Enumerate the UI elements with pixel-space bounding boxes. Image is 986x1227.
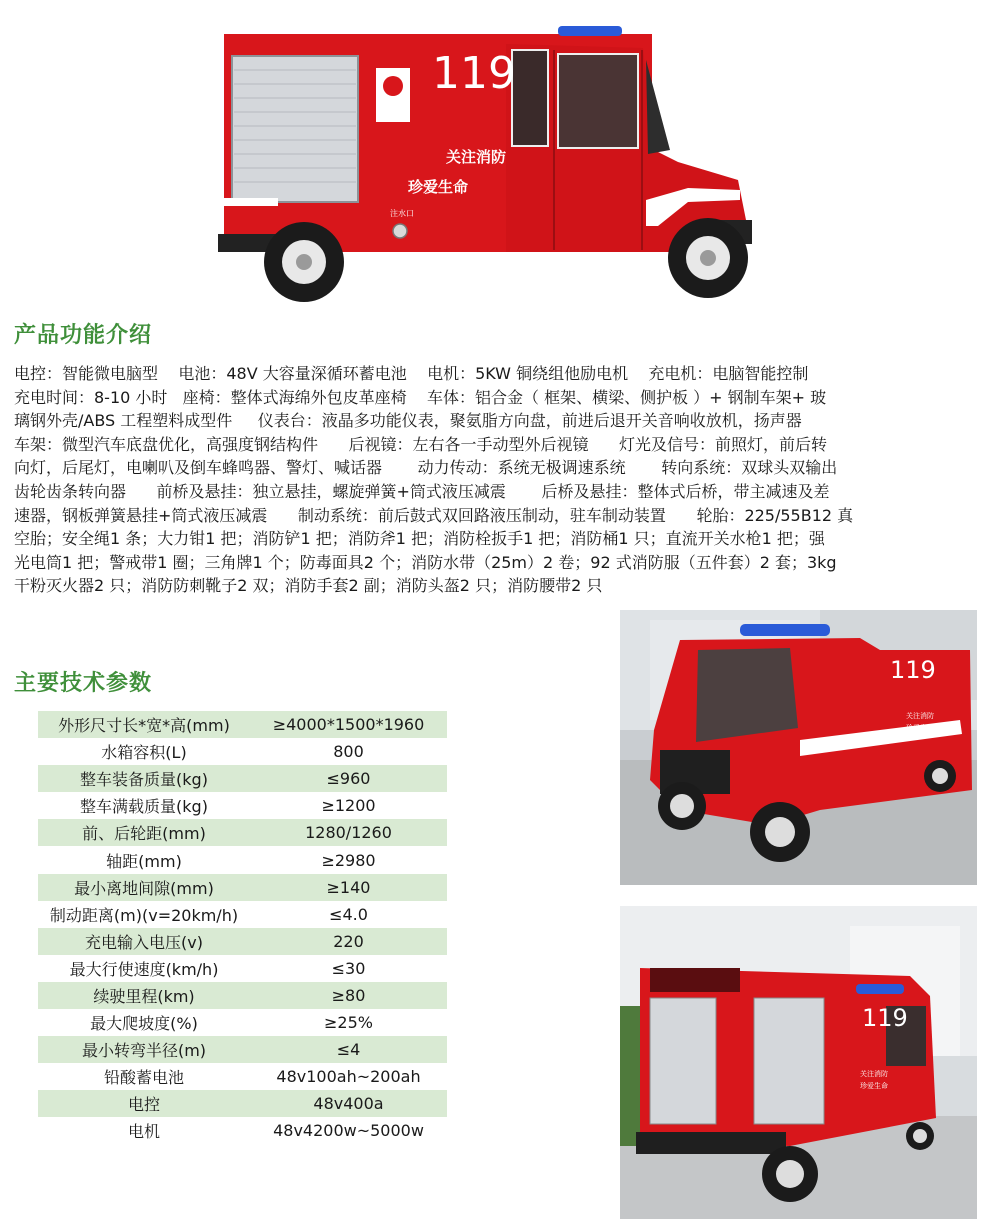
desc-line: 齿轮齿条转向器 前桥及悬挂：独立悬挂，螺旋弹簧+筒式液压减震 后桥及悬挂：整体式后桥，带主减速及差 xyxy=(14,481,830,501)
desc-line: 光电筒1 把；警戒带1 圈；三角牌1 个；防毒面具2 个；消防水带（25m）2 卷；92 式消防服（五件套）2 套；3kg xyxy=(14,552,837,572)
spec-key: 铅酸蓄电池 xyxy=(103,1068,184,1088)
table-row xyxy=(38,982,447,1009)
spec-key: 充电输入电压(v) xyxy=(85,932,203,952)
spec-value: 48v400a xyxy=(313,1094,384,1114)
desc-line: 空胎；安全绳1 条；大力钳1 把；消防铲1 把；消防斧1 把；消防栓扳手1 把；消防桶1 只；直流开关水枪1 把；强 xyxy=(14,529,825,549)
table-row xyxy=(38,901,447,928)
photo2-slogan-line1: 关注消防 xyxy=(860,1070,888,1078)
table-row xyxy=(38,1117,447,1144)
truck-number: 119 xyxy=(432,48,516,99)
spec-key: 最小离地间隙(mm) xyxy=(74,878,214,898)
table-row xyxy=(38,955,447,982)
spec-key: 最大爬坡度(%) xyxy=(90,1014,198,1034)
spec-key: 前、后轮距(mm) xyxy=(82,824,206,844)
section-title-features: 产品功能介绍 xyxy=(14,323,153,348)
slogan-line1: 关注消防 xyxy=(446,148,507,166)
spec-value: ≤960 xyxy=(326,769,371,789)
spec-value: ≤4.0 xyxy=(329,904,368,924)
photo1-slogan-line2: 珍爱生命 xyxy=(906,724,934,732)
spec-value: 800 xyxy=(333,742,364,762)
spec-value: 48v4200w~5000w xyxy=(273,1121,424,1141)
spec-key: 最大行使速度(km/h) xyxy=(69,959,219,979)
spec-value: ≥2980 xyxy=(321,850,376,870)
light-bar xyxy=(558,26,622,36)
windshield xyxy=(646,60,670,154)
spec-value: ≥25% xyxy=(324,1013,373,1033)
section-title-specs: 主要技术参数 xyxy=(14,671,153,696)
table-row xyxy=(38,874,447,901)
spec-value: ≥80 xyxy=(331,985,366,1005)
table-row xyxy=(38,738,447,765)
slogan-line2: 珍爱生命 xyxy=(408,178,469,196)
door-window xyxy=(558,54,638,148)
roller-door xyxy=(232,56,358,202)
photo2-number: 119 xyxy=(862,1004,908,1032)
spec-table xyxy=(38,711,447,1145)
table-row xyxy=(38,928,447,955)
spec-value: ≥1200 xyxy=(321,796,376,816)
features-description xyxy=(14,362,976,598)
desc-line: 璃钢外壳/ABS 工程塑料成型件 仪表台：液晶多功能仪表，聚氨脂方向盘，前进后退开关音响收放机，扬声器 xyxy=(14,411,802,431)
spec-value: 1280/1260 xyxy=(305,823,392,843)
spec-key: 整车满载质量(kg) xyxy=(80,797,208,817)
table-row xyxy=(38,711,447,738)
water-inlet xyxy=(393,224,407,238)
photo2-slogan-line2: 珍爱生命 xyxy=(860,1082,888,1090)
spec-value: 48v100ah~200ah xyxy=(276,1067,421,1087)
photo1-slogan-line1: 关注消防 xyxy=(906,712,934,720)
truck-photo-front xyxy=(620,610,977,885)
desc-line: 向灯，后尾灯，电喇叭及倒车蜂鸣器、警灯、喊话器 动力传动：系统无极调速系统 转向系统：双球头双输出 xyxy=(14,458,838,478)
table-row xyxy=(38,1090,447,1117)
desc-line: 充电时间：8-10 小时 座椅：整体式海绵外包皮革座椅 车体：铝合金（ 框架、横梁、侧护板 ）+ 钢制车架+ 玻 xyxy=(14,387,827,407)
desc-line: 车架：微型汽车底盘优化，高强度钢结构件 后视镜：左右各一手动型外后视镜 灯光及信号：前照灯，前后转 xyxy=(14,434,828,454)
table-row xyxy=(38,846,447,873)
table-row xyxy=(38,1063,447,1090)
table-row xyxy=(38,1009,447,1036)
spec-value: ≥140 xyxy=(326,877,371,897)
desc-line: 电控：智能微电脑型 电池：48V 大容量深循环蓄电池 电机：5KW 铜绕组他励电机 充电机：电脑智能控制 xyxy=(14,364,809,383)
spec-value: ≤30 xyxy=(331,958,366,978)
spec-key: 最小转弯半径(m) xyxy=(81,1041,207,1061)
truck-photo-rear xyxy=(620,906,977,1219)
spec-value: 220 xyxy=(333,931,364,951)
spec-key: 续驶里程(km) xyxy=(93,986,195,1006)
inlet-label: 注水口 xyxy=(390,209,414,218)
table-row xyxy=(38,765,447,792)
spec-key: 水箱容积(L) xyxy=(101,743,187,763)
side-window xyxy=(512,50,548,146)
spec-key: 制动距离(m)(v=20km/h) xyxy=(49,905,239,925)
spec-value: ≥4000*1500*1960 xyxy=(272,715,425,735)
desc-line: 速器，钢板弹簧悬挂+筒式液压减震 制动系统：前后鼓式双回路液压制动，驻车制动装置 轮胎：225/55B12 真 xyxy=(14,505,854,525)
table-row xyxy=(38,792,447,819)
table-row xyxy=(38,1036,447,1063)
spec-value: ≤4 xyxy=(336,1040,361,1060)
spec-key: 电机 xyxy=(127,1122,160,1142)
photo1-number: 119 xyxy=(890,656,936,684)
spec-key: 轴距(mm) xyxy=(106,851,182,871)
table-row xyxy=(38,819,447,846)
hero-truck-image xyxy=(218,20,758,302)
desc-line: 干粉灭火器2 只；消防防刺靴子2 双；消防手套2 副；消防头盔2 只；消防腰带2 只 xyxy=(14,576,603,596)
spec-key: 电控 xyxy=(127,1095,160,1115)
spec-key: 整车装备质量(kg) xyxy=(80,770,208,790)
spec-key: 外形尺寸长*宽*高(mm) xyxy=(58,716,230,736)
